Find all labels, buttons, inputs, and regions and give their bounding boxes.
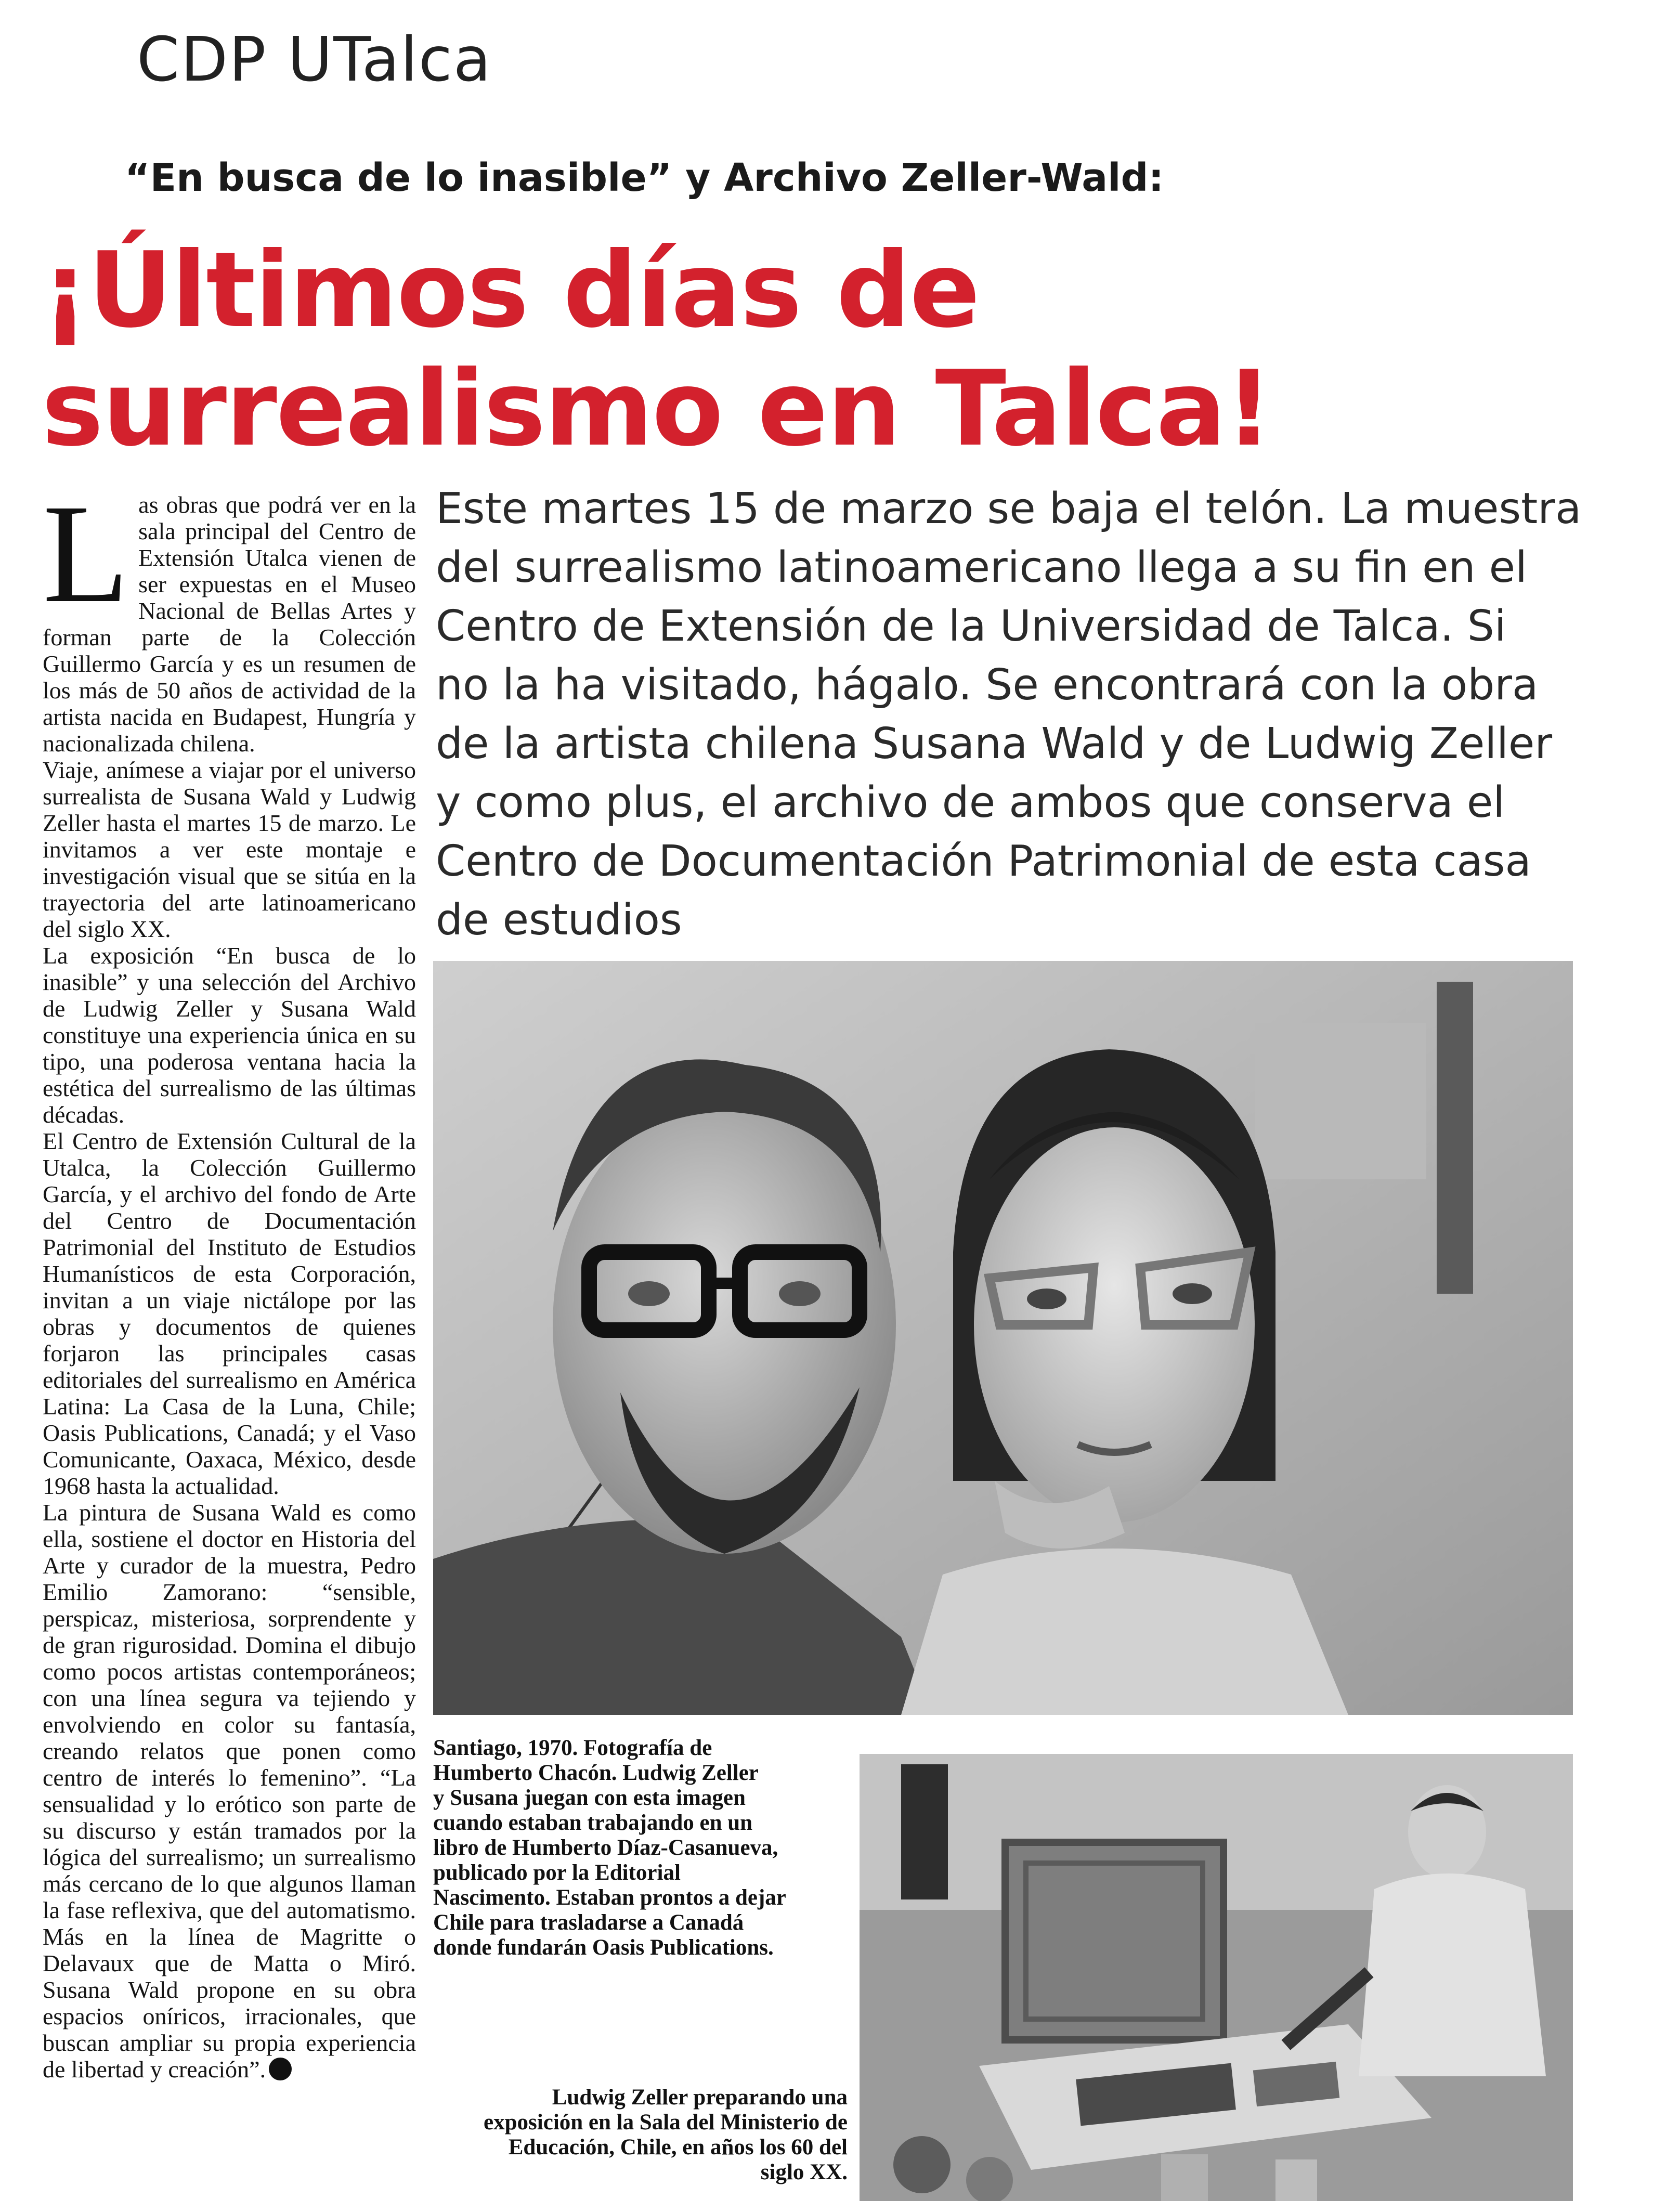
body-paragraph: La pintura de Susana Wald es como ella, sostiene el doctor en Historia del Arte y curador de la muestra, Pedro Emilio Zamorano: “sensible, perspicaz, misteriosa, sorprendente y de gran rigurosidad. Domina el dibujo como pocos artistas contemporáneos; con una línea segura va tejiendo y envolviendo en color su fantasía, creando relatos que ponen como centro de interés lo femenino”. “La sensualidad y lo erótico son parte de su discurso y están tramados por la lógica del surrealismo; un surrealismo más cercano de lo que algunos llaman la fase reflexiva, que del automatismo. Más en la línea de Magritte o Delavaux que de Matta o Miró. Susana Wald propone en su obra espacios oníricos, irracionales, que buscan ampliar su propia experiencia de libertad y creación”. (43, 1499, 416, 2083)
caption-line: libro de Humberto Díaz-Casanueva, (433, 1836, 778, 1860)
headline-line: surrealismo en Talca! (42, 348, 1272, 470)
caption-line: exposición en la Sala del Ministerio de (484, 2110, 848, 2135)
lead-line: Este martes 15 de marzo se baja el telón. La muestra (436, 484, 1582, 534)
caption-line: publicado por la Editorial (433, 1860, 681, 1885)
section-label: CDP UTalca (137, 23, 492, 95)
photo-zeller-working (860, 1754, 1573, 2201)
caption-line: Educación, Chile, en años los 60 del (508, 2135, 848, 2159)
caption-line: Ludwig Zeller preparando una (552, 2085, 848, 2110)
photo-zeller-working-illustration (860, 1754, 1573, 2201)
photo-zeller-wald (433, 961, 1573, 1715)
body-paragraph: El Centro de Extensión Cultural de la Utalca, la Colección Guillermo García, y el archivo del fondo de Arte del Centro de Documentación Patrimonial del Instituto de Estudios Humanísticos de esta Corporación, invitan a un viaje nictálope por las obras y documentos de quienes forjaron las principales casas editoriales del surrealismo en América Latina: La Casa de la Luna, Chile; Oasis Publications, Canadá; y el Vaso Comunicante, Oaxaca, México, desde 1968 hasta la actualidad. (43, 1128, 416, 1499)
headline-line: ¡Últimos días de (42, 230, 979, 351)
lead-line: del surrealismo latinoamericano llega a su fin en el (436, 543, 1527, 592)
end-mark-icon (269, 2058, 292, 2080)
body-paragraph: La exposición “En busca de lo inasible” y una selección del Archivo de Ludwig Zeller y Susana Wald constituye una experiencia única en su tipo, una poderosa ventana hacia la estética del surrealismo de las últimas décadas. (43, 942, 416, 1128)
article-headline (42, 231, 1550, 469)
photo-caption-second (447, 2085, 848, 2185)
lead-line: de estudios (436, 895, 682, 945)
photo-caption-main (433, 1736, 839, 1960)
caption-line: Nascimento. Estaban prontos a dejar (433, 1885, 786, 1910)
caption-line: Humberto Chacón. Ludwig Zeller (433, 1761, 759, 1785)
caption-line: Chile para trasladarse a Canadá (433, 1910, 744, 1935)
lead-line: no la ha visitado, hágalo. Se encontrará con la obra (436, 660, 1539, 710)
lead-line: y como plus, el archivo de ambos que conserva el (436, 778, 1505, 827)
lead-line: Centro de Documentación Patrimonial de esta casa (436, 837, 1531, 886)
lead-line: de la artista chilena Susana Wald y de Ludwig Zeller (436, 719, 1553, 769)
body-paragraph: Viaje, anímese a viajar por el universo surrealista de Susana Wald y Ludwig Zeller hasta el martes 15 de marzo. Le invitamos a ver este montaje e investigación visual que se sitúa en la trayectoria del arte latinoamericano del siglo XX. (43, 757, 416, 942)
lead-line: Centro de Extensión de la Universidad de Talca. Si (436, 602, 1506, 651)
caption-line: y Susana juegan con esta imagen (433, 1786, 746, 1810)
article-kicker: “En busca de lo inasible” y Archivo Zeller-Wald: (125, 155, 1164, 200)
article-lead (436, 479, 1606, 949)
body-paragraph: Las obras que podrá ver en la sala principal del Centro de Extensión Utalca vienen de ser expuestas en el Museo Nacional de Bellas Artes y forman parte de la Colección Guillermo García y es un resumen de los más de 50 años de actividad de la artista nacida en Budapest, Hungría y nacionalizada chilena. (43, 475, 416, 757)
article-body (43, 475, 416, 2083)
caption-line: donde fundarán Oasis Publications. (433, 1935, 774, 1960)
caption-line: siglo XX. (760, 2160, 848, 2184)
photo-zeller-wald-illustration (433, 961, 1573, 1715)
caption-line: cuando estaban trabajando en un (433, 1811, 753, 1835)
drop-cap: L (43, 475, 129, 632)
caption-line: Santiago, 1970. Fotografía de (433, 1736, 712, 1760)
